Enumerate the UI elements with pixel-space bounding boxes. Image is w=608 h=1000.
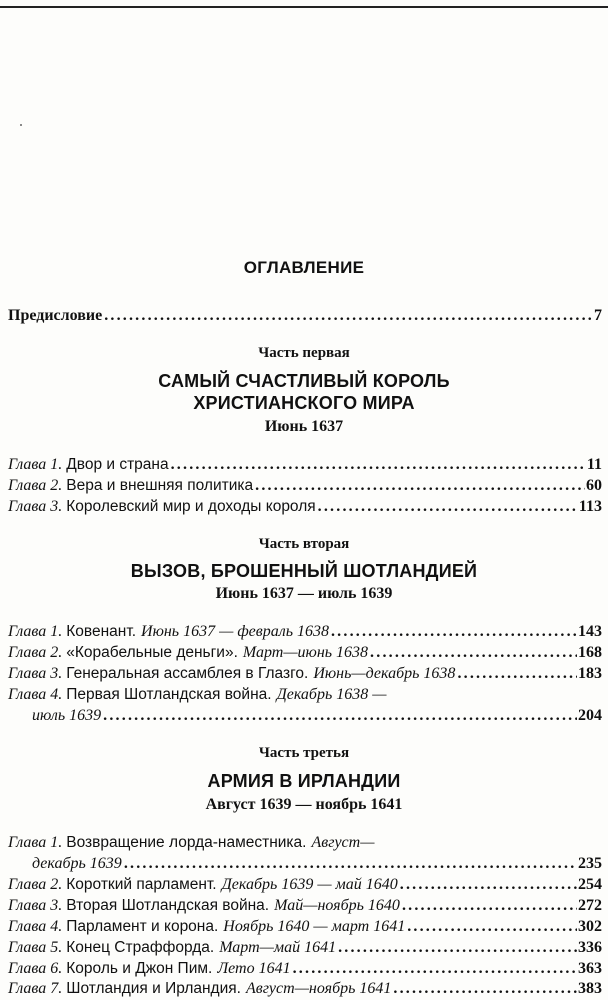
part-label: Часть первая <box>258 345 350 361</box>
chapter-label: Глава 7. <box>8 980 63 997</box>
part-dates: Июнь 1637 — июль 1639 <box>215 585 393 602</box>
page-number: 336 <box>578 939 602 956</box>
chapter-label: Глава 1. <box>8 623 63 640</box>
chapter-label: Глава 1. <box>8 834 63 851</box>
chapter-label: Глава 3. <box>8 897 63 914</box>
top-rule <box>0 6 608 8</box>
part-dates: Август 1639 — ноябрь 1641 <box>205 796 403 813</box>
dot-leader <box>338 937 577 959</box>
chapter-dates: Март—июнь 1638 <box>242 644 369 661</box>
page-number: 60 <box>586 477 602 494</box>
toc-entry <box>8 874 602 896</box>
toc-entry <box>8 496 602 518</box>
part-title: САМЫЙ СЧАСТЛИВЫЙ КОРОЛЬ <box>158 371 450 391</box>
toc-entry-continuation <box>32 853 602 875</box>
chapter-label: Глава 2. <box>8 876 63 893</box>
page-number: 204 <box>578 707 602 724</box>
chapter-title: Конец Страффорда. <box>66 939 215 956</box>
chapter-title: Король и Джон Пим. <box>66 960 213 977</box>
chapter-title: Парламент и корона. <box>66 918 219 935</box>
chapter-dates-continued: декабрь 1639 <box>32 855 122 872</box>
chapter-title: Генеральная ассамблея в Глазго. <box>66 665 309 682</box>
chapter-title: Королевский мир и доходы короля <box>66 498 316 515</box>
page-number: 143 <box>578 623 602 640</box>
chapter-dates: Август— <box>311 834 375 851</box>
chapter-dates: Май—ноябрь 1640 <box>274 897 400 914</box>
toc-heading: ОГЛАВЛЕНИЕ <box>243 258 365 277</box>
dot-leader <box>393 978 577 1000</box>
part-title: ВЫЗОВ, БРОШЕННЫЙ ШОТЛАНДИЕЙ <box>130 561 478 581</box>
chapter-label: Глава 2. <box>8 477 63 494</box>
dot-leader <box>400 874 577 896</box>
chapter-dates: Июнь—декабрь 1638 <box>313 665 456 682</box>
chapter-title: Возвращение лорда-наместника. <box>66 834 307 851</box>
part-label: Часть третья <box>258 745 350 761</box>
chapter-label: Глава 3. <box>8 665 63 682</box>
dot-leader <box>104 305 593 327</box>
chapter-label: Глава 4. <box>8 686 63 703</box>
toc-entry <box>8 454 602 476</box>
print-speck <box>20 124 22 126</box>
chapter-title: «Корабельные деньги». <box>66 644 238 661</box>
page-number: 254 <box>578 876 602 893</box>
chapter-title: Вторая Шотландская война. <box>66 897 270 914</box>
dot-leader <box>318 496 578 518</box>
dot-leader <box>457 663 577 685</box>
dot-leader <box>402 895 577 917</box>
toc-entry-line <box>8 832 602 854</box>
chapter-label: Глава 3. <box>8 498 63 515</box>
chapter-dates: Август—ноябрь 1641 <box>245 980 392 997</box>
toc-entry-preface <box>8 305 602 327</box>
toc-entry <box>8 978 602 1000</box>
toc-entry-continuation <box>32 705 602 727</box>
page-number: 302 <box>578 918 602 935</box>
dot-leader <box>171 454 586 476</box>
toc-entry <box>8 663 602 685</box>
page-number: 7 <box>594 307 602 324</box>
chapter-dates: Март—май 1641 <box>219 939 337 956</box>
page-number: 11 <box>586 456 602 473</box>
part-label: Часть вторая <box>258 536 350 552</box>
dot-leader <box>255 475 585 497</box>
toc-entry <box>8 958 602 980</box>
toc-entry <box>8 621 602 643</box>
chapter-title: Ковенант. <box>66 623 137 640</box>
chapter-title: Двор и страна <box>66 456 169 473</box>
chapter-title: Короткий парламент. <box>66 876 217 893</box>
page-number: 383 <box>578 980 602 997</box>
chapter-label: Глава 2. <box>8 644 63 661</box>
chapter-label: Глава 4. <box>8 918 63 935</box>
page-number: 363 <box>578 960 602 977</box>
page-number: 168 <box>578 644 602 661</box>
dot-leader <box>124 853 577 875</box>
chapter-label: Глава 1. <box>8 456 63 473</box>
part-title: АРМИЯ В ИРЛАНДИИ <box>207 771 401 791</box>
chapter-dates: Июнь 1637 — февраль 1638 <box>141 623 329 640</box>
toc-entry <box>8 937 602 959</box>
chapter-dates: Декабрь 1639 — май 1640 <box>221 876 398 893</box>
preface-title: Предисловие <box>8 307 103 324</box>
part-dates: Июнь 1637 <box>264 418 344 435</box>
chapter-title: Первая Шотландская война. <box>66 686 272 703</box>
chapter-dates: Ноябрь 1640 — март 1641 <box>223 918 406 935</box>
dot-leader <box>331 621 577 643</box>
dot-leader <box>103 705 577 727</box>
page-number: 235 <box>578 855 602 872</box>
page-number: 113 <box>578 498 602 515</box>
chapter-dates: Лето 1641 <box>217 960 291 977</box>
toc-entry <box>8 895 602 917</box>
chapter-dates: Декабрь 1638 — <box>276 686 387 703</box>
toc-entry <box>8 475 602 497</box>
dot-leader <box>293 958 577 980</box>
toc-entry <box>8 642 602 664</box>
page-number: 272 <box>578 897 602 914</box>
chapter-dates-continued: июль 1639 <box>32 707 102 724</box>
toc-entry <box>8 916 602 938</box>
page-number: 183 <box>578 665 602 682</box>
dot-leader <box>407 916 577 938</box>
toc-entry-line <box>8 684 602 706</box>
chapter-label: Глава 6. <box>8 960 63 977</box>
part-title: ХРИСТИАНСКОГО МИРА <box>193 393 415 413</box>
chapter-title: Вера и внешняя политика <box>66 477 254 494</box>
chapter-title: Шотландия и Ирландия. <box>66 980 241 997</box>
chapter-label: Глава 5. <box>8 939 63 956</box>
dot-leader <box>370 642 577 664</box>
